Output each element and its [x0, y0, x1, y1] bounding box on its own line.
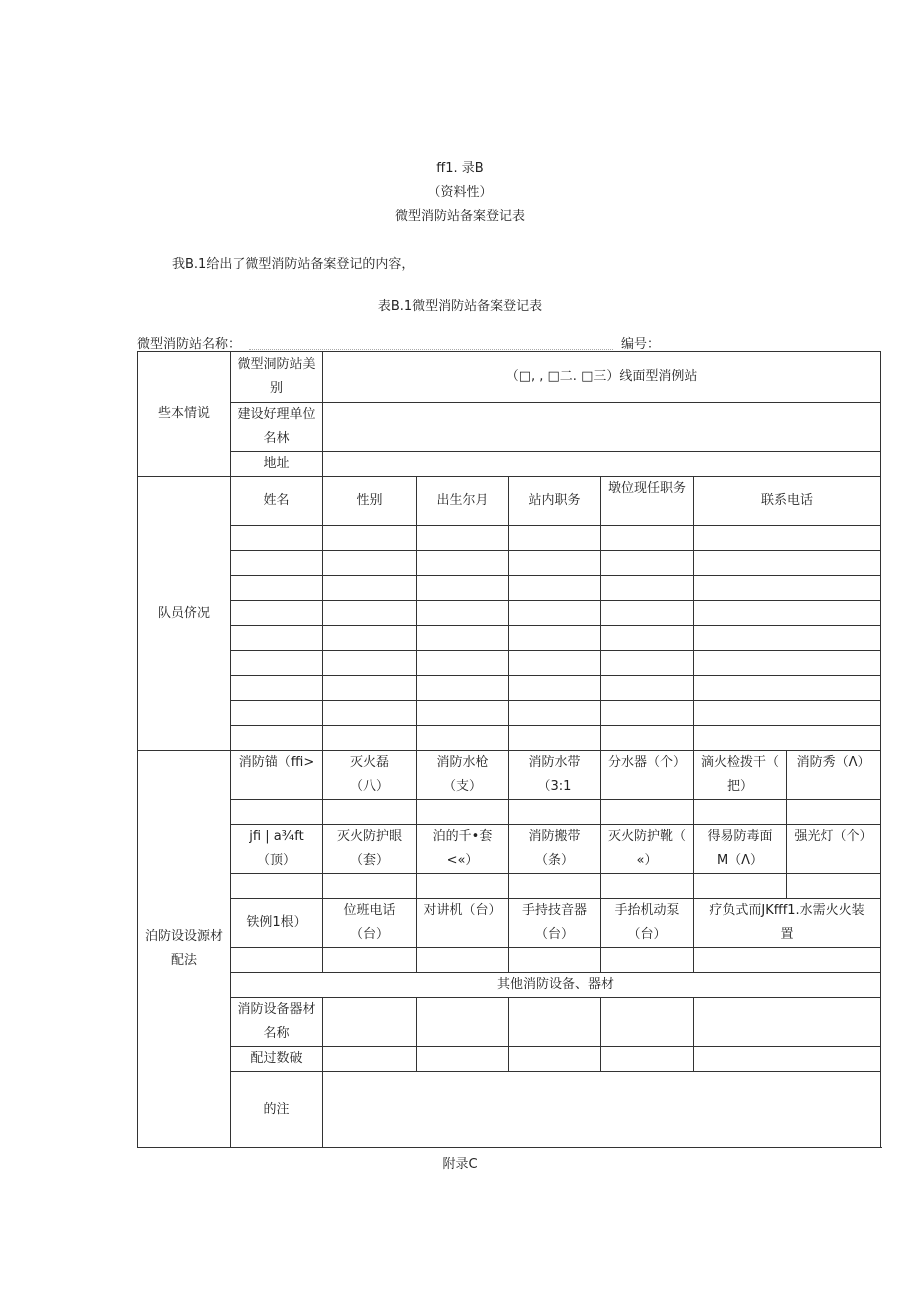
equip-label: 手持技音器 （台）: [509, 899, 601, 948]
other-equipment-heading-row: [138, 973, 881, 998]
document-title: 微型消防站备案登记表: [394, 209, 525, 224]
equip-label: 消防锚（ffi>: [231, 751, 323, 800]
equip-label: 强光灯（个）: [787, 825, 881, 874]
member-header-position: 墩位现任职务: [601, 477, 694, 526]
equip-label: 对讲机（台）: [417, 899, 509, 948]
basic-type-row: [138, 352, 881, 403]
equipment-qty-row-2: [138, 874, 881, 899]
equip-label: 灭火磊 （八）: [323, 751, 417, 800]
equipment-qty-row-1: [138, 800, 881, 825]
remarks-value[interactable]: [323, 1072, 881, 1148]
equipment-section-label: 泊防设设源材 配法: [138, 751, 231, 1148]
appendix-nature: （资料性）: [427, 185, 493, 200]
equip-label: 灭火防护靴（ «）: [601, 825, 694, 874]
member-row: [138, 726, 881, 751]
member-row: [138, 676, 881, 701]
equip-label: 消防秀（Λ）: [787, 751, 881, 800]
equip-label: 疗负式而JKfff1.水需火火装 置: [694, 899, 881, 948]
basic-section-label: 些本情说: [138, 352, 231, 477]
station-name-label: 微型消防站名称：: [137, 337, 242, 352]
other-equipment-name-row: [138, 998, 881, 1047]
intro-paragraph: 我B.1给出了微型消防站备案登记的内容，: [172, 257, 415, 272]
station-name-blank: [249, 349, 613, 350]
basic-unit-row: [138, 403, 881, 452]
other-equipment-qty-label: 配过数破: [231, 1047, 323, 1072]
member-row: [138, 626, 881, 651]
equip-label: 得易防毒面 M（Λ）: [694, 825, 787, 874]
registration-table: [137, 351, 881, 1148]
station-type-label: 微型洞防站美 别: [231, 352, 323, 403]
equip-label: 泊的千•套 <«）: [417, 825, 509, 874]
member-header-duty: 站内职务: [509, 477, 601, 526]
member-row: [138, 651, 881, 676]
equipment-qty-row-3: [138, 948, 881, 973]
unit-value[interactable]: [323, 403, 881, 452]
remarks-label: 的注: [231, 1072, 323, 1148]
equip-label: 位班电话 （台）: [323, 899, 417, 948]
other-equipment-qty-row: [138, 1047, 881, 1072]
other-equipment-heading: 其他消防设备、器材: [231, 973, 881, 998]
member-header-gender: 性别: [323, 477, 417, 526]
member-row: [138, 601, 881, 626]
address-value[interactable]: [323, 452, 881, 477]
equip-label: 灭火防护眼 （套）: [323, 825, 417, 874]
address-label: 地址: [231, 452, 323, 477]
equip-label: 消防水带 （3:1: [509, 751, 601, 800]
member-row: [138, 526, 881, 551]
equip-label: 消防水枪 （支）: [417, 751, 509, 800]
equipment-row-1: [138, 751, 881, 800]
remarks-row: [138, 1072, 881, 1148]
table-caption: 表B.1微型消防站备案登记表: [377, 299, 543, 314]
number-label: 编号：: [621, 337, 661, 352]
member-row: [138, 576, 881, 601]
equip-label: 分水器（个）: [601, 751, 694, 800]
equip-label: 消防搬带 （条）: [509, 825, 601, 874]
equip-label: 铁例1根）: [231, 899, 323, 948]
unit-label: 建设好理单位 名林: [231, 403, 323, 452]
appendix-title: ff1. 录B: [436, 161, 484, 176]
equipment-row-2: [138, 825, 881, 874]
member-header-name: 姓名: [231, 477, 323, 526]
station-type-value: （□, , □二. □三）线面型消例站: [323, 352, 881, 403]
member-row: [138, 701, 881, 726]
basic-address-row: [138, 452, 881, 477]
members-section-label: 队员侪况: [138, 477, 231, 751]
equip-label: 滴火检拨干（ 把）: [694, 751, 787, 800]
equipment-row-3: [138, 899, 881, 948]
equip-label: jfi | a¾ft （顶）: [231, 825, 323, 874]
member-row: [138, 551, 881, 576]
equip-label: 手抬机动泵 （台）: [601, 899, 694, 948]
members-header-row: [138, 477, 881, 526]
member-header-birth: 出生尔月: [417, 477, 509, 526]
next-appendix-title: 附录C: [442, 1157, 478, 1172]
other-equipment-name-label: 消防设备器材 名称: [231, 998, 323, 1047]
member-header-phone: 联系电话: [694, 477, 881, 526]
